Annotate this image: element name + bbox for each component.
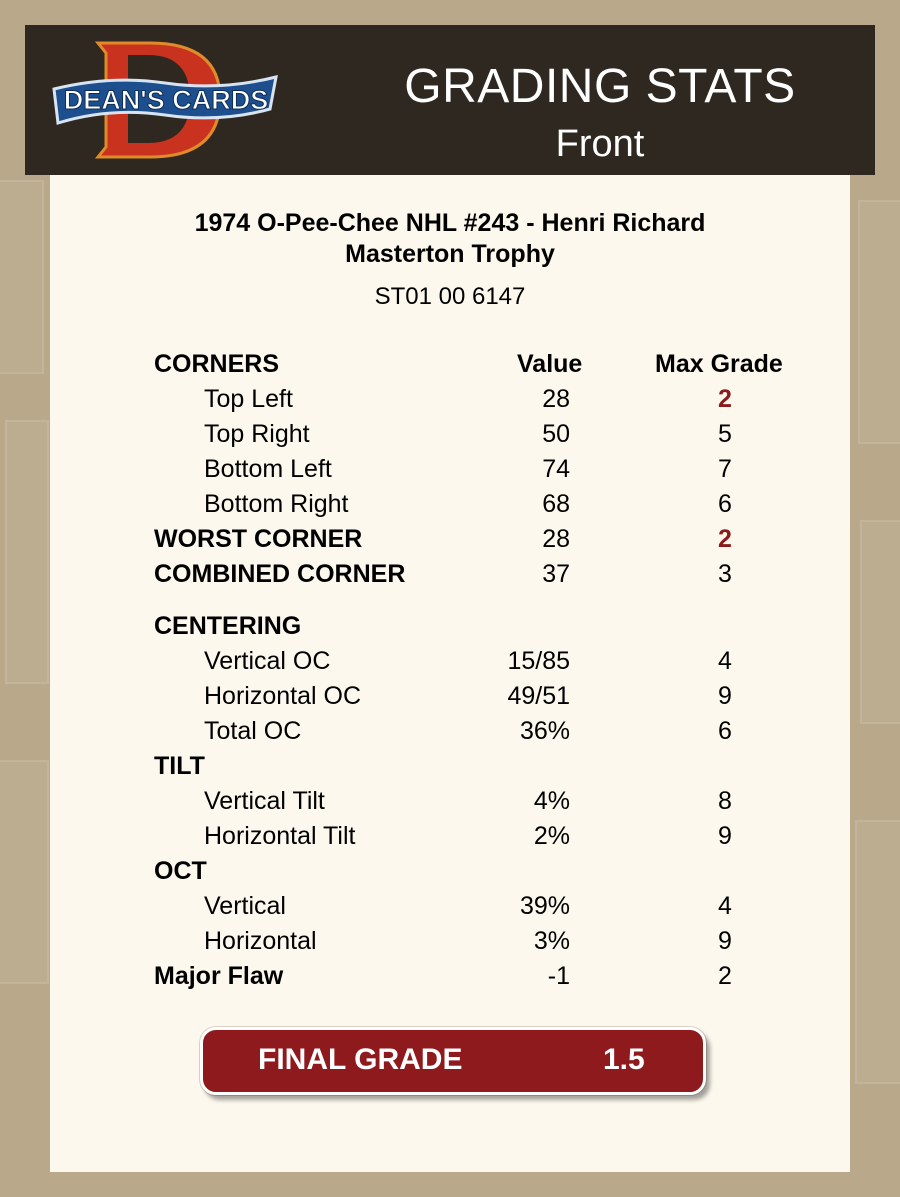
row-label: WORST CORNER <box>154 525 363 553</box>
table-row <box>50 717 850 749</box>
row-value: 4% <box>533 787 570 815</box>
background-tile <box>0 180 44 374</box>
row-grade: 6 <box>718 717 732 745</box>
row-grade: 3 <box>718 560 732 588</box>
background-tile <box>855 820 900 1084</box>
major-flaw-row <box>50 962 850 994</box>
row-label: Vertical Tilt <box>204 787 325 815</box>
row-grade: 4 <box>718 892 732 920</box>
table-row <box>50 892 850 924</box>
row-grade: 2 <box>718 525 732 553</box>
row-label: Horizontal OC <box>204 682 361 710</box>
section-heading-tilt: TILT <box>154 752 205 780</box>
deans-cards-logo <box>50 37 280 162</box>
serial-number: ST01 00 6147 <box>374 283 526 310</box>
grading-panel <box>50 175 850 1172</box>
row-label: Vertical OC <box>204 647 331 675</box>
table-row <box>50 927 850 959</box>
table-row <box>50 822 850 854</box>
row-label: Vertical <box>204 892 286 920</box>
row-grade: 9 <box>718 682 732 710</box>
row-value: 3% <box>533 927 570 955</box>
row-grade: 8 <box>718 787 732 815</box>
logo-lettering: DEAN'S CARDS <box>63 85 269 115</box>
column-header-max-grade: Max Grade <box>655 350 783 378</box>
row-value: 36% <box>519 717 570 745</box>
row-label: Horizontal <box>204 927 317 955</box>
row-label: Top Left <box>204 385 293 413</box>
final-grade-badge <box>200 1027 706 1095</box>
row-label: Top Right <box>204 420 310 448</box>
row-value: 15/85 <box>507 647 570 675</box>
background-tile <box>860 520 900 724</box>
row-value: 39% <box>519 892 570 920</box>
row-grade: 6 <box>718 490 732 518</box>
page-subtitle: Front <box>555 123 645 165</box>
row-value: -1 <box>547 962 570 990</box>
row-grade: 2 <box>718 385 732 413</box>
row-grade: 7 <box>718 455 732 483</box>
section-heading-oct: OCT <box>154 857 207 885</box>
row-label: COMBINED CORNER <box>154 560 406 588</box>
table-row <box>50 385 850 417</box>
row-value: 2% <box>533 822 570 850</box>
row-grade: 9 <box>718 822 732 850</box>
section-heading-centering: CENTERING <box>154 612 302 640</box>
row-value: 28 <box>542 385 570 413</box>
oct-header-row <box>50 857 850 889</box>
page-title: GRADING STATS <box>404 60 796 113</box>
card-title-line1: 1974 O-Pee-Chee NHL #243 - Henri Richard <box>194 209 706 237</box>
tilt-header-row <box>50 752 850 784</box>
card-title-line2: Masterton Trophy <box>345 240 555 268</box>
final-grade-value: 1.5 <box>603 1043 645 1076</box>
row-label: Bottom Right <box>204 490 349 518</box>
header-banner <box>25 25 875 175</box>
row-value: 49/51 <box>507 682 570 710</box>
worst-corner-row <box>50 525 850 557</box>
row-label: Total OC <box>204 717 302 745</box>
row-value: 68 <box>542 490 570 518</box>
row-label: Major Flaw <box>154 962 284 990</box>
row-value: 50 <box>542 420 570 448</box>
column-header-value: Value <box>517 350 583 378</box>
table-row <box>50 420 850 452</box>
final-grade-label: FINAL GRADE <box>258 1043 463 1076</box>
row-grade: 4 <box>718 647 732 675</box>
row-grade: 2 <box>718 962 732 990</box>
row-grade: 5 <box>718 420 732 448</box>
combined-corner-row <box>50 560 850 592</box>
row-value: 37 <box>542 560 570 588</box>
row-label: Horizontal Tilt <box>204 822 356 850</box>
row-value: 28 <box>542 525 570 553</box>
corners-header-row <box>50 350 850 382</box>
table-row <box>50 682 850 714</box>
row-label: Bottom Left <box>204 455 332 483</box>
background-tile <box>858 200 900 444</box>
row-grade: 9 <box>718 927 732 955</box>
table-row <box>50 647 850 679</box>
background-tile <box>5 420 49 684</box>
section-heading-corners: CORNERS <box>154 350 280 378</box>
table-row <box>50 787 850 819</box>
background-tile <box>0 760 49 984</box>
row-value: 74 <box>542 455 570 483</box>
centering-header-row <box>50 612 850 644</box>
table-row <box>50 490 850 522</box>
table-row <box>50 455 850 487</box>
